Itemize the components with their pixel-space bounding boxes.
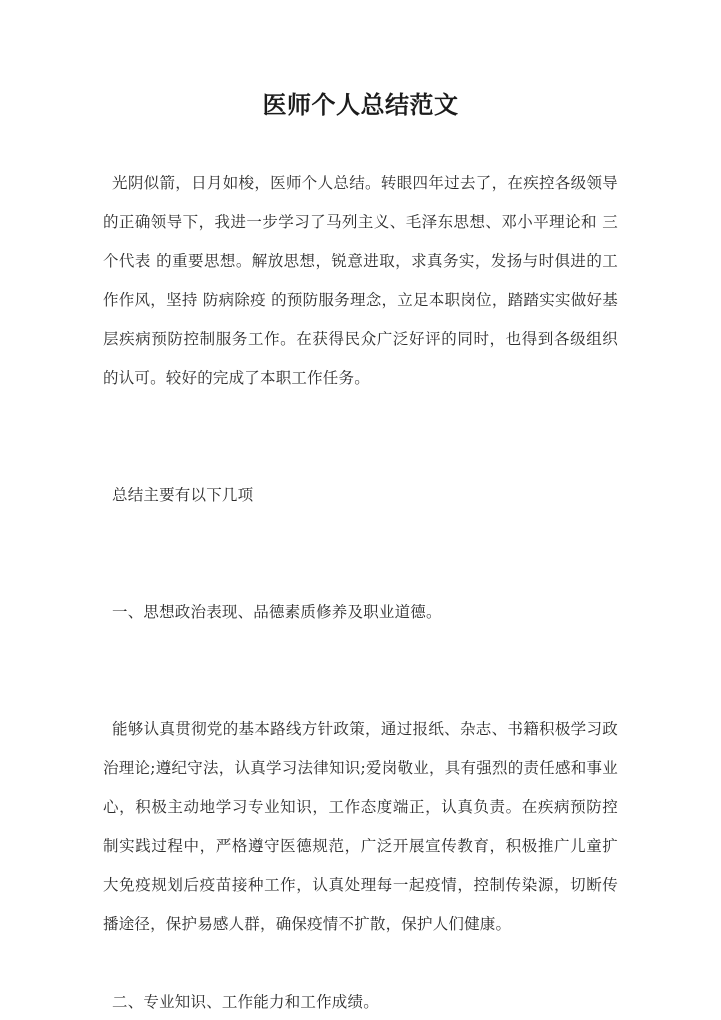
- section-one-heading: 一、思想政治表现、品德素质修养及职业道德。: [112, 603, 442, 621]
- page-title: 医师个人总结范文: [262, 91, 459, 119]
- paragraph-summary-lead: 总结主要有以下几项: [112, 486, 254, 504]
- paragraph-spacer: [103, 632, 618, 710]
- paragraph-spacer: [103, 515, 618, 593]
- section-one-body: 能够认真贯彻党的基本路线方针政策，通过报纸、杂志、书籍积极学习政治理论;遵纪守法，认真学习法律知识;爱岗敬业，具有强烈的责任感和事业心，积极主动地学习专业知识，工作态度端正，认真负责。在疾病预防控制实践过程中，严格遵守医德规范，广泛开展宣传教育，积极推广儿童扩大免疫规划后疫苗接种工作，认真处理每一起疫情，控制传染源，切断传播途径，保护易感人群，确保疫情不扩散，保护人们健康。: [103, 720, 618, 933]
- paragraph-spacer: [103, 398, 618, 476]
- document-body: [103, 164, 618, 1020]
- section-two-heading: 二、专业知识、工作能力和工作成绩。: [112, 993, 379, 1011]
- paragraph-spacer: [103, 944, 618, 983]
- paragraph-intro: 光阴似箭，日月如梭，医师个人总结。转眼四年过去了，在疾控各级领导的正确领导下，我进一步学习了马列主义、毛泽东思想、邓小平理论和 三个代表 的重要思想。解放思想，锐意进取，求真务实，发扬与时俱进的工作作风，坚持 防病除疫 的预防服务理念，立足本职岗位，踏踏实实做好基层疾病预防控制服务工作。在获得民众广泛好评的同时，也得到各级组织的认可。较好的完成了本职工作任务。: [103, 174, 618, 387]
